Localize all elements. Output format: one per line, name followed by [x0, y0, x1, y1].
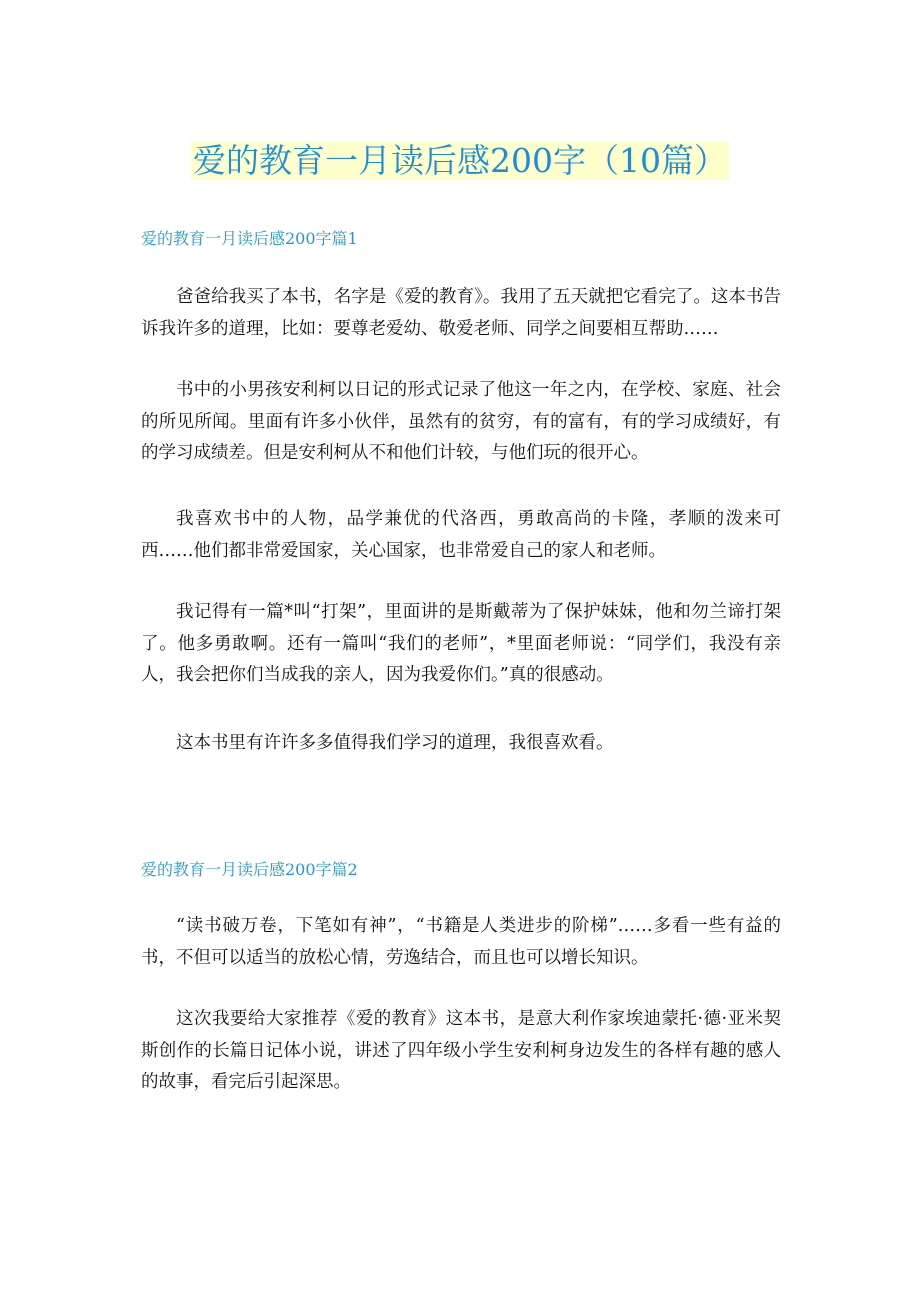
section-2-paragraph-2: 这次我要给大家推荐《爱的教育》这本书，是意大利作家埃迪蒙托·德·亚米契斯创作的长篇日记体小说，讲述了四年级小学生安利柯身边发生的各样有趣的感人的故事，看完后引起深思。 [141, 1009, 781, 1092]
section-1-paragraph-3: 我喜欢书中的人物，品学兼优的代洛西，勇敢高尚的卡隆，孝顺的泼来可西……他们都非常爱国家，关心国家，也非常爱自己的家人和老师。 [141, 509, 781, 561]
section-1-paragraph-4: 我记得有一篇*叫“打架”，里面讲的是斯戴蒂为了保护妹妹，他和勿兰谛打架了。他多勇敢啊。还有一篇叫“我们的老师”，*里面老师说：“同学们，我没有亲人，我会把你们当成我的亲人，因为我爱你们。”真的很感动。 [141, 602, 781, 685]
section-1-paragraph-2: 书中的小男孩安利柯以日记的形式记录了他这一年之内，在学校、家庭、社会的所见所闻。里面有许多小伙伴，虽然有的贫穷，有的富有，有的学习成绩好，有的学习成绩差。但是安利柯从不和他们计较，与他们玩的很开心。 [141, 380, 781, 463]
section-1-heading: 爱的教育一月读后感200字篇1 [141, 229, 358, 248]
section-1-paragraph-5: 这本书里有许许多多值得我们学习的道理，我很喜欢看。 [176, 733, 614, 753]
section-1-paragraph-1: 爸爸给我买了本书，名字是《爱的教育》。我用了五天就把它看完了。这本书告诉我许多的道理，比如：要尊老爱幼、敬爱老师、同学之间要相互帮助…… [141, 287, 781, 339]
document-title [0, 137, 920, 185]
section-2-heading: 爱的教育一月读后感200字篇2 [141, 860, 358, 879]
section-2-paragraph-1: “读书破万卷，下笔如有神”，“书籍是人类进步的阶梯”……多看一些有益的书，不但可以适当的放松心情，劳逸结合，而且也可以增长知识。 [141, 916, 781, 968]
document-title-text: 爱的教育一月读后感200字（10篇） [193, 141, 727, 180]
